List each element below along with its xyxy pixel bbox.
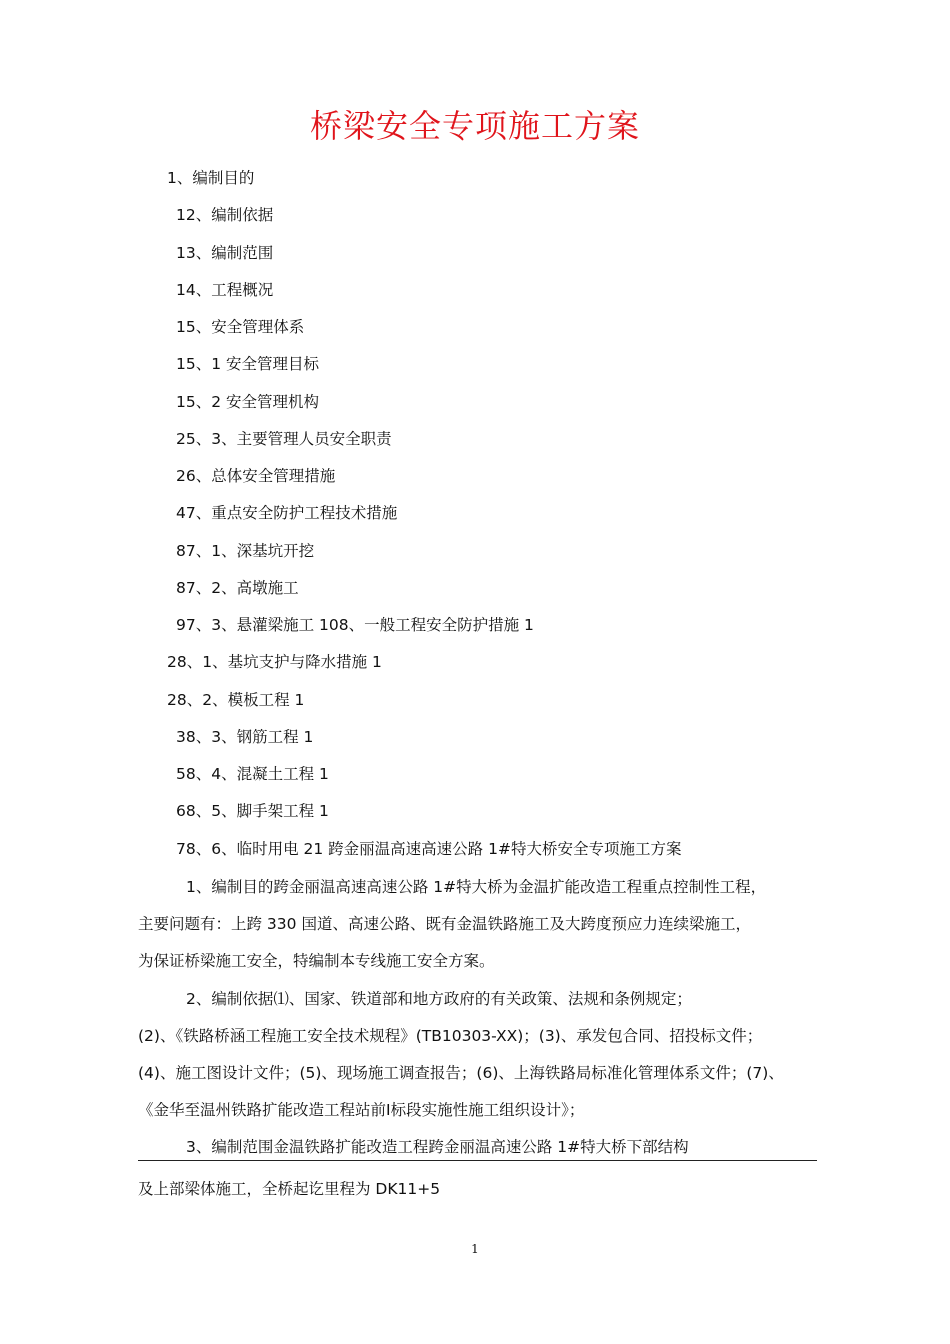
toc-item: 15、安全管理体系 (176, 318, 305, 336)
toc-item: 87、1、深基坑开挖 (176, 542, 315, 560)
toc-item: 58、4、混凝土工程 1 (176, 765, 329, 783)
body-line: 2、编制依据⑴、国家、铁道部和地方政府的有关政策、法规和条例规定； (186, 990, 692, 1008)
toc-item: 47、重点安全防护工程技术措施 (176, 504, 398, 522)
toc-item: 28、1、基坑支护与降水措施 1 (167, 653, 382, 671)
toc-item: 26、总体安全管理措施 (176, 467, 336, 485)
toc-item: 14、工程概况 (176, 281, 274, 299)
toc-item: 97、3、悬灌梁施工 108、一般工程安全防护措施 1 (176, 616, 534, 634)
toc-item: 87、2、高墩施工 (176, 579, 299, 597)
footer-divider (138, 1160, 817, 1161)
toc-item: 12、编制依据 (176, 206, 274, 224)
toc-item: 15、1 安全管理目标 (176, 355, 320, 373)
toc-item: 15、2 安全管理机构 (176, 393, 320, 411)
page-number: 1 (471, 1242, 479, 1256)
body-line: (4)、施工图设计文件；(5)、现场施工调查报告；(6)、上海铁路局标准化管理体系文件；(7)、 (138, 1064, 784, 1082)
document-title: 桥梁安全专项施工方案 (309, 107, 640, 145)
body-line: 1、编制目的跨金丽温高速高速公路 1#特大桥为金温扩能改造工程重点控制性工程， (186, 878, 767, 896)
body-line: 3、编制范围金温铁路扩能改造工程跨金丽温高速公路 1#特大桥下部结构 (186, 1138, 689, 1156)
body-line: 为保证桥梁施工安全，特编制本专线施工安全方案。 (138, 952, 495, 970)
body-line: 《金华至温州铁路扩能改造工程站前Ⅰ标段实施性施工组织设计》； (138, 1101, 585, 1119)
body-line: 主要问题有：上跨 330 国道、高速公路、既有金温铁路施工及大跨度预应力连续梁施工， (138, 915, 751, 933)
toc-item: 25、3、主要管理人员安全职责 (176, 430, 392, 448)
body-line: 及上部梁体施工，全桥起讫里程为 DK11+5 (138, 1180, 441, 1198)
toc-item: 1、编制目的 (167, 169, 255, 187)
body-line: (2)、《铁路桥涵工程施工安全技术规程》(TB10303-XX)；(3)、承发包合同、招投标文件； (138, 1027, 763, 1045)
toc-item: 38、3、钢筋工程 1 (176, 728, 314, 746)
toc-item: 13、编制范围 (176, 244, 274, 262)
toc-item: 78、6、临时用电 21 跨金丽温高速高速公路 1#特大桥安全专项施工方案 (176, 840, 682, 858)
toc-item: 68、5、脚手架工程 1 (176, 802, 329, 820)
toc-item: 28、2、模板工程 1 (167, 691, 305, 709)
